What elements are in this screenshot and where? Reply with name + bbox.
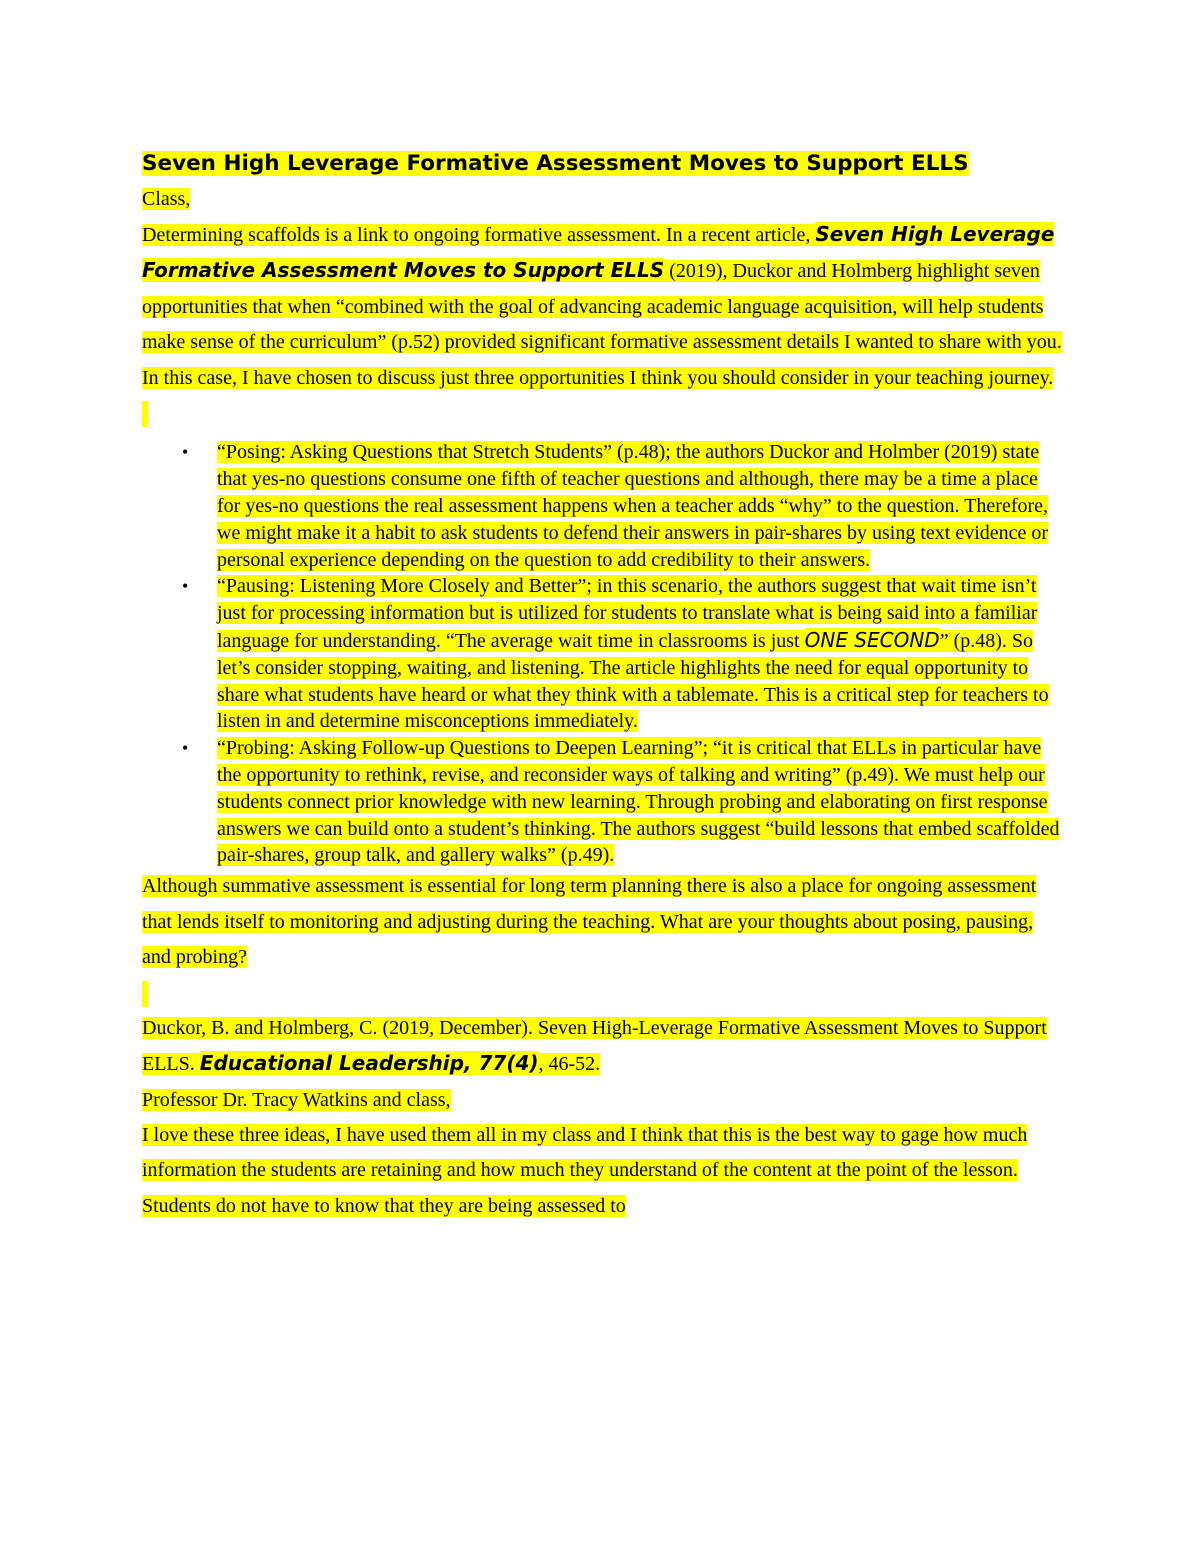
empty-line-cursor-2 <box>142 975 1062 1010</box>
bullet-item-posing <box>142 439 1062 573</box>
bullet-text: “Probing: Asking Follow-up Questions to Deepen Learning”; “it is critical that ELLs in particular have the opportunity to rethink, revise, and reconsider ways of talking and writing” (p.49). We must help our students connect prior knowledge with new learning. Through probing and elaborating on first response answers we can build onto a student’s thinking. The authors suggest “build lessons that embed scaffolded pair-shares, group talk, and gallery walks” (p.49). <box>217 737 1060 867</box>
bullet-list <box>142 439 1062 869</box>
document-title <box>142 146 1062 182</box>
text-cursor <box>142 401 148 427</box>
bullet-item-probing <box>142 735 1062 869</box>
conclusion-paragraph <box>142 869 1062 975</box>
intro-text-2: (2019), Duckor and Holmberg highlight seven opportunities that when “combined with the goal of advancing academic language acquisition, will help students make sense of the curriculum” (p.52) provided significant formative assessment details I wanted to share with you. In this case, I have chosen to discuss just three opportunities I think you should consider in your teaching journey. <box>142 260 1062 389</box>
bullet-emphasis: ONE SECOND <box>804 627 940 652</box>
intro-text-1: Determining scaffolds is a link to ongoing formative assessment. In a recent article, <box>142 223 816 246</box>
conclusion-text: Although summative assessment is essential for long term planning there is also a place for ongoing assessment that lends itself to monitoring and adjusting during the teaching. What are your thoughts about posing, pausing, and probing? <box>142 875 1037 968</box>
bullet-icon: • <box>182 576 189 597</box>
greeting-text: Class, <box>142 187 191 210</box>
text-cursor <box>142 981 148 1007</box>
reference-text-1: Duckor, B. and Holmberg, C. (2019, December). Seven High-Leverage Formative Assessment Moves to Support ELLS. <box>142 1016 1047 1076</box>
reference <box>142 1011 1062 1083</box>
reply-body-text: I love these three ideas, I have used them all in my class and I think that this is the best way to gage how much information the students are retaining and how much they understand of the content at the point of the lesson. Students do not have to know that they are being assessed to <box>142 1123 1028 1217</box>
article-title: Seven High Leverage Formative Assessment Moves to Support ELLS <box>142 221 1055 283</box>
reply-greeting <box>142 1083 1062 1118</box>
bullet-icon: • <box>182 738 189 759</box>
bullet-icon: • <box>182 442 189 463</box>
empty-line-cursor <box>142 396 1062 431</box>
bullet-item-pausing <box>142 573 1062 735</box>
intro-paragraph <box>142 217 1062 396</box>
reply-paragraph <box>142 1118 1062 1224</box>
bullet-text-a: “Pausing: Listening More Closely and Better”; in this scenario, the authors suggest that wait time isn’t just for processing information but is utilized for students to translate what is being said into a familiar language for understanding. “The average wait time in classrooms is just <box>217 575 1038 652</box>
greeting <box>142 182 1062 217</box>
reference-text-2: , 46-52. <box>538 1053 601 1076</box>
reference-journal: Educational Leadership, 77(4) <box>199 1051 539 1076</box>
title-text: Seven High Leverage Formative Assessment Moves to Support ELLS <box>142 151 969 176</box>
bullet-text-b: ” (p.48). So let’s consider stopping, waiting, and listening. The article highlights the need for equal opportunity to share what students have heard or what they think with a tablemate. This is a critical step for teachers to listen in and determine misconceptions immediately. <box>217 629 1049 733</box>
document-body <box>142 146 1062 1224</box>
reply-greeting-text: Professor Dr. Tracy Watkins and class, <box>142 1088 451 1111</box>
bullet-text: “Posing: Asking Questions that Stretch Students” (p.48); the authors Duckor and Holmber (2019) state that yes-no questions consume one fifth of teacher questions and although, there may be a time a place for yes-no questions the real assessment happens when a teacher adds “why” to the question. Therefore, we might make it a habit to ask students to defend their answers in pair-shares by using text evidence or personal experience depending on the question to add credibility to their answers. <box>217 441 1049 571</box>
